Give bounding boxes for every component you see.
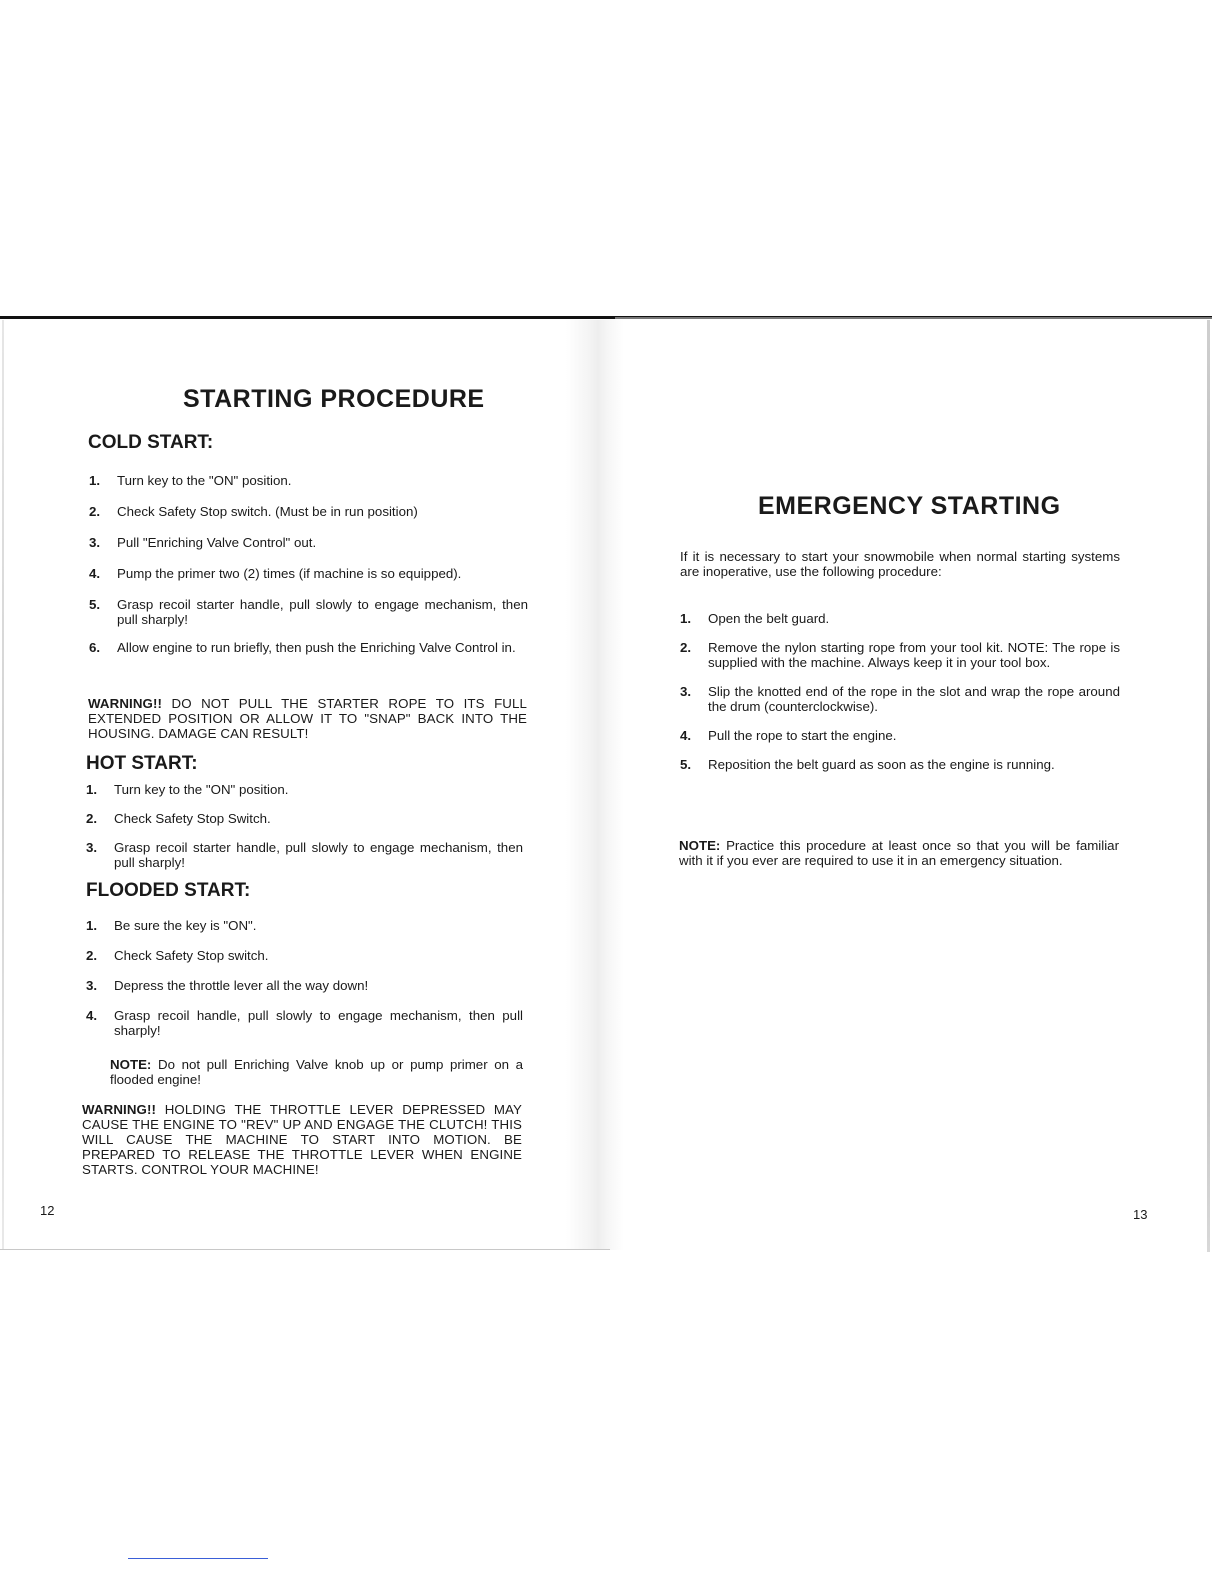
step-text: Check Safety Stop Switch.: [114, 811, 271, 826]
warning-text: HOLDING THE THROTTLE LEVER DEPRESSED MAY CAUSE THE ENGINE TO "REV" UP AND ENGAGE THE CLUTCH! THIS WILL CAUSE THE MACHINE TO START INTO MOTION. BE PREPARED TO RELEASE THE THROTTLE LEVER WHEN ENGINE STARTS. CONTROL YOUR MACHINE!: [82, 1102, 522, 1177]
step-text: Pull the rope to start the engine.: [708, 728, 897, 743]
list-item: [680, 757, 1120, 772]
page-top-edge-right: [615, 317, 1212, 319]
warning-label: WARNING!!: [88, 696, 163, 711]
page-bottom-edge: [0, 1249, 610, 1250]
step-text: Allow engine to run briefly, then push the Enriching Valve Control in.: [117, 640, 516, 655]
step-text: Turn key to the "ON" position.: [117, 473, 292, 488]
list-item: [86, 811, 523, 826]
warning-text: DO NOT PULL THE STARTER ROPE TO ITS FULL EXTENDED POSITION OR ALLOW IT TO "SNAP" BACK INTO THE HOUSING. DAMAGE CAN RESULT!: [88, 696, 527, 741]
page-number: 13: [1133, 1207, 1148, 1222]
emergency-intro: If it is necessary to start your snowmobile when normal starting systems are inoperative, use the following procedure:: [680, 549, 1120, 579]
note-text: Do not pull Enriching Valve knob up or pump primer on a flooded engine!: [110, 1057, 523, 1087]
step-text: Pump the primer two (2) times (if machine is so equipped).: [117, 566, 462, 581]
step-number: 3.: [680, 684, 692, 699]
step-number: 1.: [680, 611, 692, 626]
heading-flooded-start: FLOODED START:: [86, 880, 251, 901]
step-number: 1.: [86, 782, 98, 797]
note-label: NOTE:: [110, 1057, 152, 1072]
list-item: [89, 504, 528, 519]
step-text: Grasp recoil starter handle, pull slowly to engage mechanism, then pull sharply!: [117, 597, 528, 627]
list-item: [89, 473, 528, 488]
step-text: Grasp recoil handle, pull slowly to engage mechanism, then pull sharply!: [114, 1008, 523, 1038]
scan-artifact-line: [128, 1558, 268, 1559]
page-title-starting-procedure: STARTING PROCEDURE: [183, 385, 485, 413]
page-number: 12: [40, 1203, 55, 1218]
emergency-note: [679, 838, 1119, 868]
step-number: 5.: [89, 597, 101, 612]
list-item: [680, 611, 1120, 626]
step-text: Be sure the key is "ON".: [114, 918, 257, 933]
warning-label: WARNING!!: [82, 1102, 157, 1117]
step-text: Depress the throttle lever all the way down!: [114, 978, 369, 993]
step-text: Remove the nylon starting rope from your tool kit. NOTE: The rope is supplied with the machine. Always keep it in your tool box.: [708, 640, 1120, 670]
left-page-edge: [2, 320, 4, 1250]
step-number: 5.: [680, 757, 692, 772]
list-item: [89, 597, 528, 627]
step-text: Check Safety Stop switch.: [114, 948, 269, 963]
step-number: 4.: [86, 1008, 98, 1023]
list-item: [89, 640, 528, 655]
step-number: 3.: [86, 840, 98, 855]
list-item: [89, 535, 528, 550]
step-number: 6.: [89, 640, 101, 655]
list-item: [86, 948, 523, 963]
step-text: Reposition the belt guard as soon as the engine is running.: [708, 757, 1055, 772]
list-item: [680, 728, 1120, 743]
step-number: 4.: [89, 566, 101, 581]
note-label: NOTE:: [679, 838, 721, 853]
step-text: Open the belt guard.: [708, 611, 830, 626]
heading-hot-start: HOT START:: [86, 753, 198, 774]
step-text: Grasp recoil starter handle, pull slowly to engage mechanism, then pull sharply!: [114, 840, 523, 870]
flooded-start-note: [110, 1057, 523, 1087]
page-title-emergency-starting: EMERGENCY STARTING: [758, 492, 1061, 520]
emergency-steps: [680, 611, 1120, 772]
step-number: 3.: [89, 535, 101, 550]
step-number: 2.: [89, 504, 101, 519]
step-text: Pull "Enriching Valve Control" out.: [117, 535, 317, 550]
step-number: 2.: [680, 640, 692, 655]
step-number: 3.: [86, 978, 98, 993]
heading-cold-start: COLD START:: [88, 432, 214, 453]
list-item: [86, 840, 523, 870]
list-item: [680, 684, 1120, 714]
list-item: [680, 640, 1120, 670]
step-text: Turn key to the "ON" position.: [114, 782, 289, 797]
list-item: [86, 978, 523, 993]
flooded-start-warning: [82, 1102, 522, 1177]
step-number: 2.: [86, 811, 98, 826]
right-page-edge: [1207, 320, 1210, 1252]
step-number: 1.: [89, 473, 101, 488]
step-number: 4.: [680, 728, 692, 743]
note-text: Practice this procedure at least once so that you will be familiar with it if you ever are required to use it in an emergency situation.: [679, 838, 1119, 868]
step-text: Check Safety Stop switch. (Must be in run position): [117, 504, 418, 519]
flooded-start-steps: [86, 918, 523, 1038]
list-item: [86, 782, 523, 797]
cold-start-steps: [89, 473, 528, 655]
cold-start-warning: [88, 696, 527, 741]
list-item: [86, 918, 523, 933]
list-item: [86, 1008, 523, 1038]
book-gutter-shadow: [566, 320, 624, 1250]
step-number: 2.: [86, 948, 98, 963]
hot-start-steps: [86, 782, 523, 870]
step-text: Slip the knotted end of the rope in the slot and wrap the rope around the drum (counterclockwise).: [708, 684, 1120, 714]
step-number: 1.: [86, 918, 98, 933]
list-item: [89, 566, 528, 581]
